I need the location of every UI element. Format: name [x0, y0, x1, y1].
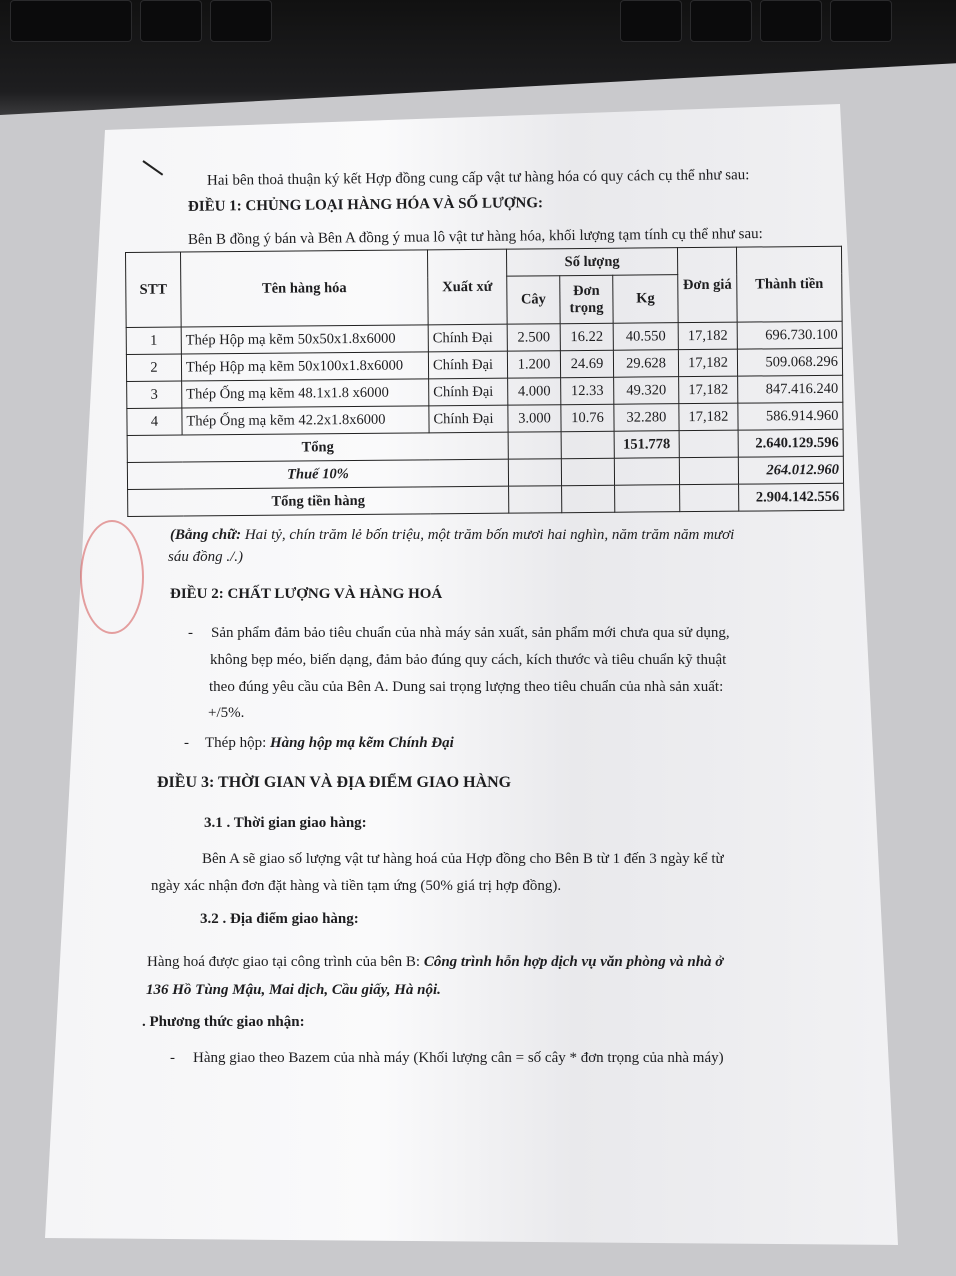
- box-steel-label: Thép hộp:: [205, 735, 267, 751]
- header-name: Tên hàng hóa: [181, 250, 429, 327]
- cell-cay: 4.000: [508, 378, 561, 405]
- bullet-dash: -: [184, 735, 189, 751]
- total-amount: 2.640.129.596: [738, 429, 843, 457]
- article-2-text: theo đúng yêu cầu của Bên A. Dung sai trọng lượng theo tiêu chuẩn của nhà sản xuất:: [209, 679, 724, 695]
- in-words-text-2: sáu đồng ./.): [168, 549, 243, 565]
- keyboard-key: [620, 0, 682, 42]
- tax-amount: 264.012.960: [738, 456, 843, 484]
- cell-amount: 509.068.296: [737, 348, 842, 376]
- header-qty: Số lượng: [506, 248, 677, 276]
- cell-name: Thép Ống mạ kẽm 48.1x1.8 x6000: [182, 379, 429, 408]
- header-unit-weight: Đơn trọng: [560, 275, 613, 323]
- cell-name: Thép Hộp mạ kẽm 50x50x1.8x6000: [181, 325, 428, 354]
- cell-stt: 2: [126, 354, 181, 381]
- section-3-1-text: ngày xác nhận đơn đặt hàng và tiền tạm ứng (50% giá trị hợp đồng).: [151, 878, 562, 894]
- cell-stt: 3: [127, 381, 182, 408]
- section-3-2-title: 3.2 . Địa điểm giao hàng:: [200, 911, 359, 927]
- article-1-text: Bên B đồng ý bán và Bên A đồng ý mua lô vật tư hàng hóa, khối lượng tạm tính cụ thể như sau:: [187, 225, 763, 249]
- article-2-bullet-2: [205, 735, 454, 752]
- grand-total-amount: 2.904.142.556: [739, 483, 844, 511]
- keyboard-key: [140, 0, 202, 42]
- section-3-1-text: Bên A sẽ giao số lượng vật tư hàng hoá của Hợp đồng cho Bên B từ 1 đến 3 ngày kể từ: [202, 851, 724, 867]
- section-3-1-title: 3.1 . Thời gian giao hàng:: [204, 815, 367, 831]
- article-2-text: +/5%.: [208, 705, 245, 721]
- header-cay: Cây: [507, 276, 560, 324]
- delivery-method-title: . Phương thức giao nhận:: [142, 1014, 305, 1030]
- in-words-label: (Bằng chữ:: [170, 527, 242, 543]
- grand-total-label: Tổng tiền hàng: [128, 486, 509, 516]
- cell-origin: Chính Đại: [429, 405, 508, 433]
- header-origin: Xuất xứ: [427, 249, 507, 325]
- header-unit-price: Đơn giá: [677, 247, 737, 323]
- cell-unit-price: 17,182: [678, 349, 737, 377]
- cell-unit-price: 17,182: [679, 403, 738, 431]
- red-stamp-edge: [80, 520, 144, 634]
- header-kg: Kg: [613, 275, 678, 324]
- header-amount: Thành tiền: [736, 246, 842, 322]
- cell-origin: Chính Đại: [429, 378, 508, 406]
- cell-unit-weight: 16.22: [560, 323, 613, 350]
- article-1-title: ĐIỀU 1: CHỦNG LOẠI HÀNG HÓA VÀ SỐ LƯỢNG:: [187, 195, 544, 215]
- cell-unit-weight: 12.33: [561, 377, 614, 404]
- cell-name: Thép Ống mạ kẽm 42.2x1.8x6000: [182, 406, 429, 435]
- cell-unit-weight: 10.76: [561, 404, 614, 431]
- cell-stt: 1: [126, 327, 181, 354]
- delivery-method-text: Hàng giao theo Bazem của nhà máy (Khối lượng cân = số cây * đơn trọng của nhà máy): [193, 1050, 724, 1066]
- keyboard-key: [690, 0, 752, 42]
- article-2-text: không bẹp méo, biến dạng, đảm bảo đúng quy cách, kích thước và tiêu chuẩn kỹ thuật: [210, 652, 727, 668]
- keyboard-key: [210, 0, 272, 42]
- cell-kg: 49.320: [614, 377, 679, 405]
- cell-amount: 696.730.100: [737, 321, 842, 349]
- cell-kg: 29.628: [613, 350, 678, 378]
- keyboard-background: [0, 0, 956, 115]
- total-label: Tổng: [127, 432, 508, 462]
- cell-unit-weight: 24.69: [560, 350, 613, 377]
- cell-kg: 40.550: [613, 323, 678, 351]
- keyboard-key: [760, 0, 822, 42]
- cell-amount: 847.416.240: [738, 375, 843, 403]
- cell-stt: 4: [127, 408, 182, 435]
- box-steel-value: Hàng hộp mạ kẽm Chính Đại: [270, 735, 454, 751]
- cell-name: Thép Hộp mạ kẽm 50x100x1.8x6000: [181, 352, 428, 381]
- cell-cay: 1.200: [507, 351, 560, 378]
- delivery-location-value: Công trình hỗn hợp dịch vụ văn phòng và nhà ở: [423, 954, 724, 970]
- delivery-location: [147, 954, 723, 971]
- delivery-address: 136 Hồ Tùng Mậu, Mai dịch, Cầu giấy, Hà nội.: [146, 982, 441, 998]
- cell-cay: 3.000: [508, 405, 561, 432]
- cell-kg: 32.280: [614, 404, 679, 432]
- cell-amount: 586.914.960: [738, 402, 843, 430]
- total-kg: 151.778: [614, 431, 679, 459]
- keyboard-key: [830, 0, 892, 42]
- goods-table: [125, 246, 844, 517]
- intro-text: Hai bên thoả thuận ký kết Hợp đồng cung cấp vật tư hàng hóa có quy cách cụ thể như sau:: [206, 167, 750, 189]
- cell-origin: Chính Đại: [428, 324, 507, 352]
- cell-unit-price: 17,182: [679, 376, 738, 404]
- tax-label: Thuế 10%: [127, 459, 508, 489]
- article-2-title: ĐIỀU 2: CHẤT LƯỢNG VÀ HÀNG HOÁ: [170, 586, 443, 602]
- bullet-dash: -: [170, 1050, 175, 1066]
- delivery-location-label: Hàng hoá được giao tại công trình của bên B:: [147, 954, 421, 970]
- bullet-dash: -: [188, 625, 193, 641]
- in-words-text: Hai tỷ, chín trăm lẻ bốn triệu, một trăm bốn mươi hai nghìn, năm trăm năm mươi: [244, 527, 735, 543]
- header-stt: STT: [126, 252, 182, 327]
- cell-cay: 2.500: [507, 324, 560, 351]
- cell-unit-price: 17,182: [678, 322, 737, 350]
- grand-total-row: [128, 483, 844, 516]
- amount-in-words: [170, 527, 734, 544]
- keyboard-key: [10, 0, 132, 42]
- article-3-title: ĐIỀU 3: THỜI GIAN VÀ ĐỊA ĐIỂM GIAO HÀNG: [157, 774, 512, 791]
- article-2-text: Sản phẩm đảm bảo tiêu chuẩn của nhà máy sản xuất, sản phẩm mới chưa qua sử dụng,: [211, 625, 730, 641]
- cell-origin: Chính Đại: [428, 351, 507, 379]
